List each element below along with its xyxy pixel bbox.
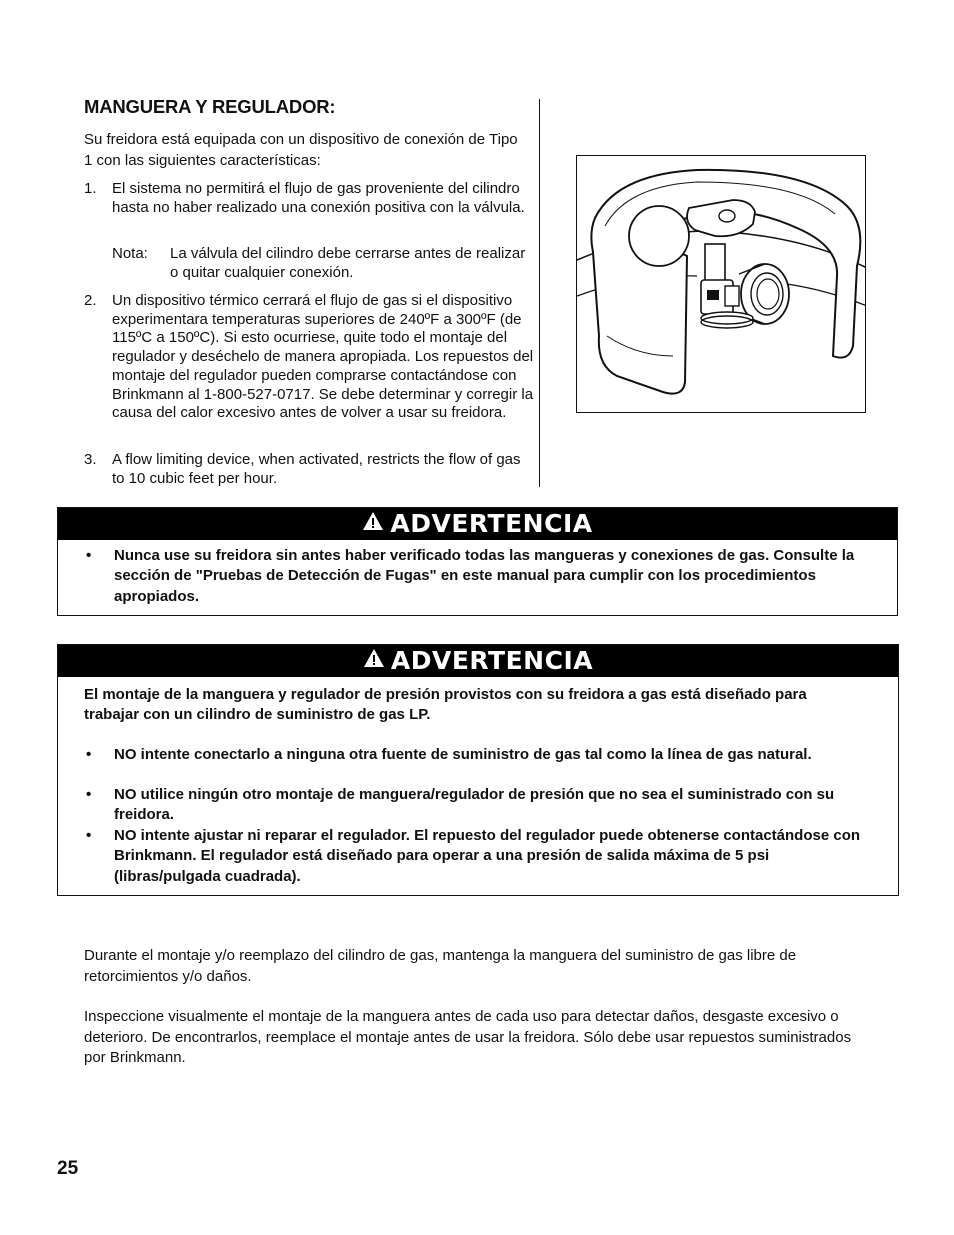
- list-text: A flow limiting device, when activated, restricts the flow of gas to 10 cubic feet per hour.: [112, 451, 521, 487]
- body-paragraph: Durante el montaje y/o reemplazo del cilindro de gas, mantenga la manguera del suministro de gas libre de retorcimientos y/o daños.: [84, 947, 797, 985]
- warning-item-text: NO utilice ningún otro montaje de manguera/regulador de presión que no sea el suministrado con su freidora.: [114, 786, 835, 824]
- list-text: El sistema no permitirá el flujo de gas proveniente del cilindro hasta no haber realizado una conexión positiva con la válvula.: [112, 180, 525, 216]
- warning-box: [57, 644, 899, 896]
- warning-box: [57, 507, 898, 616]
- column-divider: [539, 99, 540, 487]
- list-number: 2.: [84, 292, 97, 309]
- bullet: •: [86, 786, 92, 803]
- warning-item-text: NO intente ajustar ni reparar el regulador. El repuesto del regulador puede obtenerse contactándose con Brinkmann. El regulador está diseñado para operar a una presión de salida máxima de 5 psi (libras/pulgada cuadrada).: [114, 827, 861, 885]
- warning-title: ADVERTENCIA: [390, 509, 593, 538]
- warning-item-text: NO intente conectarlo a ninguna otra fuente de suministro de gas tal como la línea de gas natural.: [114, 746, 812, 763]
- body-paragraph: Inspeccione visualmente el montaje de la manguera antes de cada uso para detectar daños, desgaste excesivo o deterioro. De encontrarlos, reemplace el montaje antes de usar la freidora. Sólo debe usar repuestos suministrados por Brinkmann.: [84, 1008, 852, 1066]
- list-item: [84, 451, 536, 489]
- bullet: •: [86, 547, 92, 564]
- warning-item: [86, 826, 861, 888]
- warning-triangle-icon: [362, 507, 384, 539]
- section-heading: MANGUERA Y REGULADOR:: [84, 96, 336, 117]
- list-item: [84, 180, 536, 236]
- warning-intro: El montaje de la manguera y regulador de presión provistos con su freidora a gas está diseñado para trabajar con un cilindro de suministro de gas LP.: [84, 686, 807, 724]
- list-text: Un dispositivo térmico cerrará el flujo de gas si el dispositivo experimentara temperaturas superiores de 240ºF a 300ºF (de 115ºC a 150ºC). Si esto ocurriese, quite todo el montaje del regulador y deséchelo de manera apropiada. Los repuestos del montaje del regulador pueden comprarse contactándose con Brinkmann al 1-800-527-0717. Se debe determinar y corregir la causa del calor excesivo antes de volver a usar su freidora.: [112, 292, 534, 422]
- list-number: 3.: [84, 451, 97, 468]
- warning-item-text: Nunca use su freidora sin antes haber verificado todas las mangueras y conexiones de gas. Consulte la sección de "Pruebas de Detección de Fugas" en este manual para cumplir con los procedimientos apropiados.: [114, 547, 855, 605]
- warning-item: [86, 546, 876, 608]
- bullet: •: [86, 746, 92, 763]
- warning-title: ADVERTENCIA: [390, 646, 594, 675]
- warning-item: [86, 785, 856, 827]
- list-number: 1.: [84, 180, 97, 197]
- warning-header: [58, 645, 898, 677]
- warning-header: [58, 508, 897, 540]
- warning-triangle-icon: [363, 644, 385, 676]
- note-label: Nota:: [112, 245, 148, 262]
- note-text: La válvula del cilindro debe cerrarse antes de realizar o quitar cualquier conexión.: [170, 245, 526, 281]
- intro-paragraph: Su freidora está equipada con un dispositivo de conexión de Tipo 1 con las siguientes características:: [84, 131, 518, 169]
- gas-cylinder-valve-illustration: [576, 155, 866, 413]
- warning-item: [86, 745, 856, 787]
- page-number: 25: [57, 1158, 79, 1179]
- list-item: [84, 292, 536, 442]
- bullet: •: [86, 827, 92, 844]
